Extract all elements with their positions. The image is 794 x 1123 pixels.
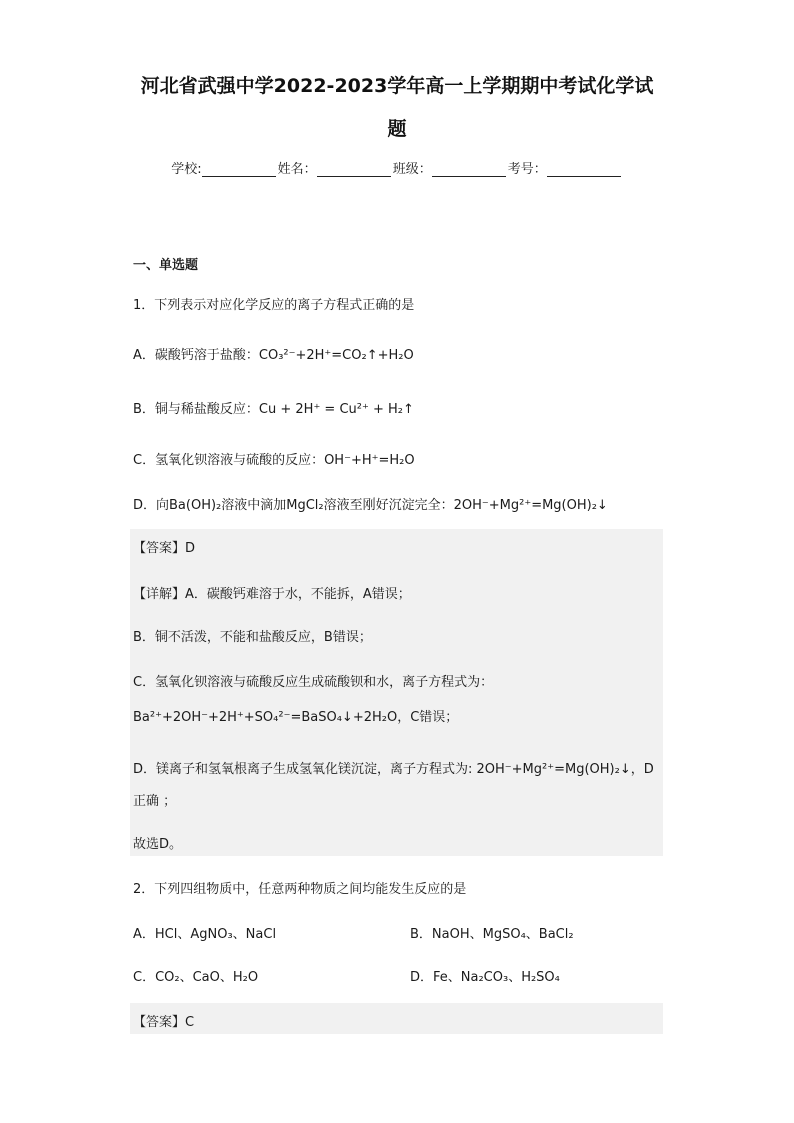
school-blank[interactable]	[202, 162, 276, 177]
q1-explanation-line: 故选D。	[133, 837, 183, 852]
q1-option-d: D．向Ba(OH)₂溶液中滴加MgCl₂溶液至刚好沉淀完全：2OH⁻+Mg²⁺=Mg(OH)₂↓	[133, 498, 608, 513]
q1-explanation-line: D．镁离子和氢氧根离子生成氢氧化镁沉淀，离子方程式为: 2OH⁻+Mg²⁺=Mg(OH)₂↓，D	[133, 762, 654, 777]
section-heading: 一、单选题	[133, 258, 199, 273]
student-info-row	[0, 158, 794, 177]
class-blank[interactable]	[432, 162, 506, 177]
school-label: 学校:	[171, 162, 202, 177]
name-blank[interactable]	[317, 162, 391, 177]
q1-option-c: C．氢氧化钡溶液与硫酸的反应：OH⁻+H⁺=H₂O	[133, 453, 415, 468]
q1-option-b: B．铜与稀盐酸反应：Cu + 2H⁺ = Cu²⁺ + H₂↑	[133, 402, 414, 417]
number-label: 考号：	[507, 162, 547, 177]
q1-option-a: A．碳酸钙溶于盐酸：CO₃²⁻+2H⁺=CO₂↑+H₂O	[133, 348, 414, 363]
q1-answer-panel	[130, 529, 663, 856]
q1-explanation-line: C．氢氧化钡溶液与硫酸反应生成硫酸钡和水，离子方程式为：	[133, 675, 494, 690]
q1-answer: 【答案】D	[133, 541, 196, 556]
q2-option-d: D．Fe、Na₂CO₃、H₂SO₄	[410, 970, 560, 985]
name-label: 姓名：	[277, 162, 317, 177]
q1-explanation-line: Ba²⁺+2OH⁻+2H⁺+SO₄²⁻=BaSO₄↓+2H₂O，C错误；	[133, 710, 459, 725]
q2-option-b: B．NaOH、MgSO₄、BaCl₂	[410, 927, 574, 942]
q1-stem: 1．下列表示对应化学反应的离子方程式正确的是	[133, 298, 415, 313]
q2-answer: 【答案】C	[133, 1015, 195, 1030]
q2-stem: 2．下列四组物质中，任意两种物质之间均能发生反应的是	[133, 882, 467, 897]
q1-explanation-line: B．铜不活泼，不能和盐酸反应，B错误；	[133, 630, 372, 645]
q1-explanation-line: 正确 ；	[133, 794, 177, 809]
exam-title-line-2: 题	[387, 118, 407, 140]
number-blank[interactable]	[547, 162, 621, 177]
class-label: 班级：	[392, 162, 432, 177]
q1-explanation-line: 【详解】A．碳酸钙难溶于水，不能拆，A错误；	[133, 587, 411, 602]
q2-option-c: C．CO₂、CaO、H₂O	[133, 970, 259, 985]
q2-option-a: A．HCl、AgNO₃、NaCl	[133, 927, 277, 942]
q2-answer-panel	[130, 1003, 663, 1034]
exam-title-line-1: 河北省武强中学2022-2023学年高一上学期期中考试化学试	[140, 75, 654, 97]
